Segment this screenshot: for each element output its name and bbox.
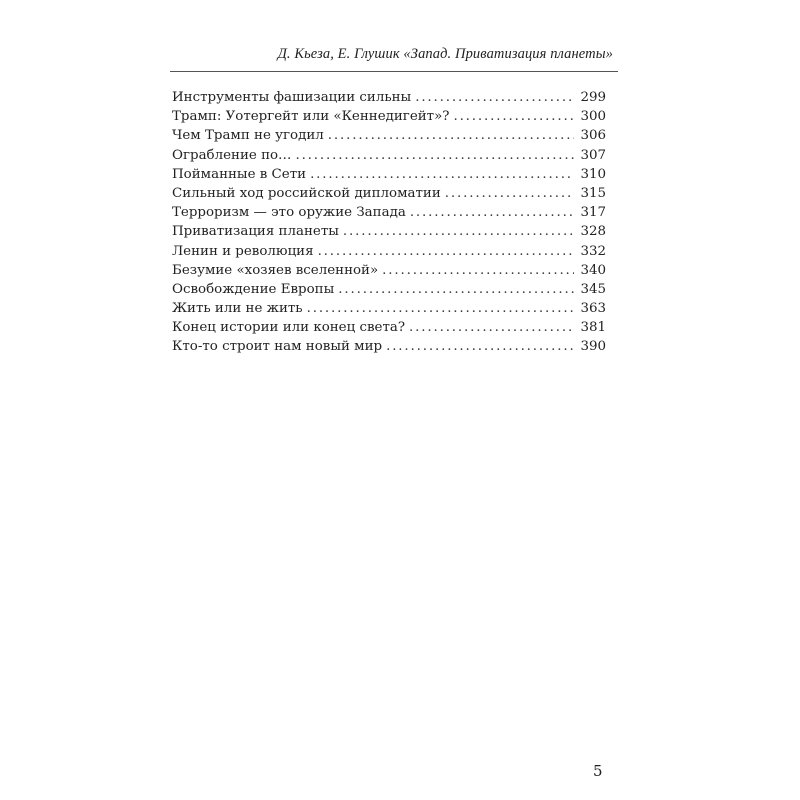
toc-entry-title: Ленин и революция xyxy=(172,243,314,259)
toc-entry-page: 299 xyxy=(580,90,606,105)
toc-entry-title: Чем Трамп не угодил xyxy=(172,128,324,144)
toc-entry xyxy=(172,242,606,261)
toc-entry xyxy=(172,318,606,337)
toc-entry xyxy=(172,280,606,299)
toc-entry xyxy=(172,337,606,356)
toc-entry xyxy=(172,261,606,280)
toc-entry-page: 306 xyxy=(580,128,606,144)
toc-entry xyxy=(172,126,606,145)
toc-entry-page: 317 xyxy=(580,205,606,221)
running-header: Д. Кьеза, Е. Глушик «Запад. Приватизация планеты» xyxy=(277,46,613,62)
dot-leader xyxy=(295,146,574,165)
dot-leader xyxy=(343,222,575,241)
toc-entry-page: 381 xyxy=(580,320,606,336)
dot-leader xyxy=(310,165,574,184)
toc-entry-page: 363 xyxy=(580,301,606,317)
toc-entry-title: Инструменты фашизации сильны xyxy=(172,90,412,105)
toc-entry xyxy=(172,299,606,318)
toc-entry-page: 340 xyxy=(580,262,606,278)
toc-entry-title: Освобождение Европы xyxy=(172,281,335,297)
dot-leader xyxy=(338,280,574,299)
toc-entry-title: Кто-то строит нам новый мир xyxy=(172,339,383,355)
toc-entry-title: Безумие «хозяев вселенной» xyxy=(172,262,379,278)
table-of-contents xyxy=(172,88,606,357)
toc-entry-page: 307 xyxy=(580,147,606,163)
toc-entry-page: 300 xyxy=(580,109,606,125)
toc-entry xyxy=(172,203,606,222)
toc-entry xyxy=(172,165,606,184)
toc-entry xyxy=(172,107,606,126)
toc-entry-page: 332 xyxy=(580,243,606,259)
dot-leader xyxy=(386,337,574,356)
toc-entry-title: Конец истории или конец света? xyxy=(172,320,406,336)
dot-leader xyxy=(415,88,574,107)
dot-leader xyxy=(445,184,575,203)
toc-entry-title: Пойманные в Сети xyxy=(172,166,307,182)
toc-entry-title: Жить или не жить xyxy=(172,301,303,317)
toc-entry-page: 310 xyxy=(580,166,606,182)
toc-entry xyxy=(172,222,606,241)
toc-entry-title: Терроризм — это оружие Запада xyxy=(172,205,406,221)
toc-entry-title: Сильный ход российской дипломатии xyxy=(172,185,441,201)
dot-leader xyxy=(409,318,574,337)
toc-entry-page: 328 xyxy=(580,224,606,240)
dot-leader xyxy=(318,242,575,261)
toc-entry-title: Трамп: Уотергейт или «Кеннедигейт»? xyxy=(172,109,450,125)
toc-entry-title: Ограбление по… xyxy=(172,147,292,163)
toc-entry xyxy=(172,184,606,203)
page-number: 5 xyxy=(593,762,603,780)
dot-leader xyxy=(453,107,574,126)
toc-entry-title: Приватизация планеты xyxy=(172,224,339,240)
dot-leader xyxy=(328,126,575,145)
toc-entry-page: 315 xyxy=(580,185,606,201)
toc-entry xyxy=(172,146,606,165)
dot-leader xyxy=(382,261,574,280)
dot-leader xyxy=(410,203,575,222)
dot-leader xyxy=(307,299,575,318)
toc-entry xyxy=(172,88,606,107)
toc-entry-page: 345 xyxy=(580,281,606,297)
header-rule xyxy=(170,71,618,72)
toc-entry-page: 390 xyxy=(580,339,606,355)
